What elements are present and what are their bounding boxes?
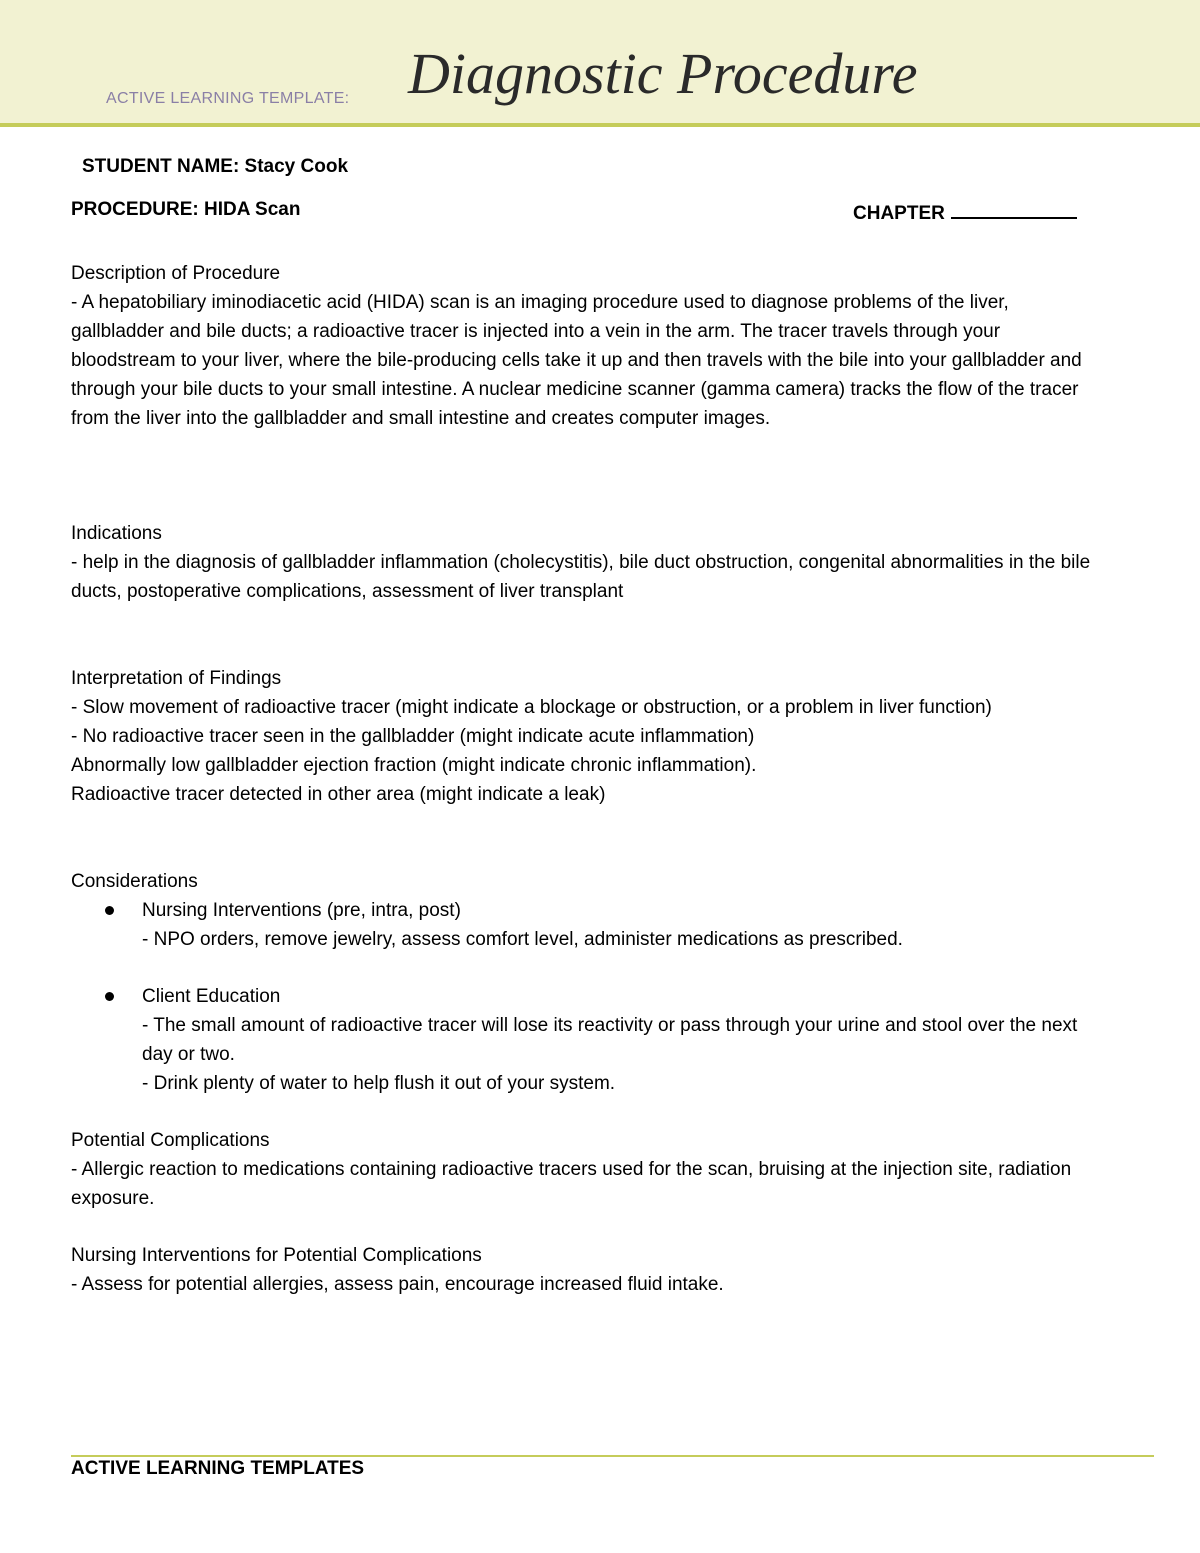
client-education-line: - The small amount of radioactive tracer will lose its reactivity or pass through your urine and stool over the next day or two. [142, 1015, 1078, 1065]
considerations-section [71, 867, 1091, 1098]
client-education-label: Client Education [142, 986, 281, 1007]
chapter-blank-line [951, 199, 1077, 219]
header-divider [0, 123, 1200, 127]
complication-interventions-heading: Nursing Interventions for Potential Complications [71, 1245, 482, 1266]
client-education-line: - Drink plenty of water to help flush it out of your system. [142, 1073, 616, 1094]
template-label: ACTIVE LEARNING TEMPLATE: [106, 90, 350, 107]
nursing-interventions-label: Nursing Interventions (pre, intra, post) [142, 900, 461, 921]
indications-text: - help in the diagnosis of gallbladder inflammation (cholecystitis), bile duct obstruction, congenital abnormalities in the bile ducts, postoperative complications, assessment of liver transplant [71, 552, 1091, 602]
complication-interventions-section [71, 1241, 1091, 1299]
bullet-icon [105, 906, 114, 915]
bullet-icon [105, 992, 114, 1001]
description-heading: Description of Procedure [71, 263, 281, 284]
list-item [142, 982, 1091, 1098]
chapter-field [853, 199, 1077, 225]
document-body [71, 259, 1091, 1299]
template-title: Diagnostic Procedure [408, 41, 918, 106]
complications-heading: Potential Complications [71, 1130, 270, 1151]
complication-interventions-text: - Assess for potential allergies, assess pain, encourage increased fluid intake. [71, 1274, 724, 1295]
considerations-list [71, 896, 1091, 1098]
interpretation-line: Radioactive tracer detected in other area (might indicate a leak) [71, 784, 606, 805]
list-item [142, 896, 1091, 954]
student-name-field: STUDENT NAME: Stacy Cook [82, 156, 349, 177]
interpretation-section [71, 664, 1091, 809]
nursing-interventions-text: - NPO orders, remove jewelry, assess comfort level, administer medications as prescribed. [142, 929, 903, 950]
description-section [71, 259, 1091, 433]
complications-section [71, 1126, 1091, 1213]
indications-heading: Indications [71, 523, 162, 544]
chapter-label: CHAPTER [853, 203, 945, 224]
interpretation-line: - Slow movement of radioactive tracer (might indicate a blockage or obstruction, or a problem in liver function) [71, 697, 992, 718]
footer-divider [71, 1455, 1154, 1457]
interpretation-heading: Interpretation of Findings [71, 668, 282, 689]
indications-section [71, 519, 1091, 606]
interpretation-line: - No radioactive tracer seen in the gallbladder (might indicate acute inflammation) [71, 726, 755, 747]
footer-label: ACTIVE LEARNING TEMPLATES [71, 1458, 365, 1479]
interpretation-line: Abnormally low gallbladder ejection fraction (might indicate chronic inflammation). [71, 755, 757, 776]
description-text: - A hepatobiliary iminodiacetic acid (HIDA) scan is an imaging procedure used to diagnose problems of the liver, gallbladder and bile ducts; a radioactive tracer is injected into a vein in the arm. The tracer travels through your bloodstream to your liver, where the bile-producing cells take it up and then travels with the bile into your gallbladder and through your bile ducts to your small intestine. A nuclear medicine scanner (gamma camera) tracks the flow of the tracer from the liver into the gallbladder and small intestine and creates computer images. [71, 292, 1082, 429]
complications-text: - Allergic reaction to medications containing radioactive tracers used for the scan, bruising at the injection site, radiation exposure. [71, 1159, 1072, 1209]
considerations-heading: Considerations [71, 871, 198, 892]
procedure-field: PROCEDURE: HIDA Scan [71, 199, 301, 220]
